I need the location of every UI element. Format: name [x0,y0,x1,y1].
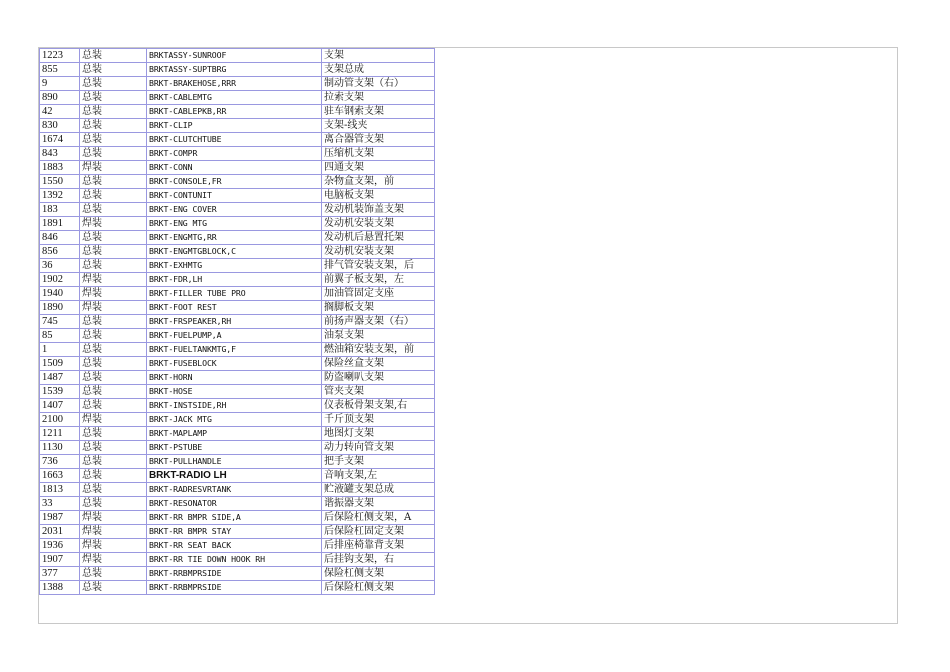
row-type: 焊装 [80,301,147,315]
row-part-name: 发动机后悬置托架 [322,231,435,245]
row-part-name: 后保险杠固定支架 [322,525,435,539]
row-part-code: BRKT-ENGMTG,RR [147,231,322,245]
row-number: 1890 [40,301,80,315]
table-row [40,119,435,133]
row-type: 焊装 [80,217,147,231]
row-part-code: BRKT-CONTUNIT [147,189,322,203]
row-type: 总装 [80,329,147,343]
row-number: 85 [40,329,80,343]
table-row [40,399,435,413]
row-part-name: 保险杠侧支架 [322,567,435,581]
row-part-code: BRKT-BRAKEHOSE,RRR [147,77,322,91]
table-row [40,343,435,357]
row-part-name: 后排座椅靠背支架 [322,539,435,553]
row-part-name: 拉索支架 [322,91,435,105]
row-part-code: BRKT-RR BMPR SIDE,A [147,511,322,525]
row-number: 1487 [40,371,80,385]
row-part-code: BRKT-MAPLAMP [147,427,322,441]
row-part-code: BRKT-ENG COVER [147,203,322,217]
row-part-code: BRKT-ENGMTGBLOCK,C [147,245,322,259]
row-type: 焊装 [80,525,147,539]
row-number: 745 [40,315,80,329]
row-number: 830 [40,119,80,133]
row-number: 9 [40,77,80,91]
row-part-name: 地图灯支架 [322,427,435,441]
row-type: 焊装 [80,413,147,427]
table-row [40,105,435,119]
table-row [40,357,435,371]
row-number: 2031 [40,525,80,539]
row-part-code: BRKT-RRBMPRSIDE [147,581,322,595]
row-number: 42 [40,105,80,119]
row-part-code: BRKT-PSTUBE [147,441,322,455]
table-row [40,539,435,553]
row-number: 2100 [40,413,80,427]
row-part-code: BRKT-FRSPEAKER,RH [147,315,322,329]
row-part-code: BRKT-RRBMPRSIDE [147,567,322,581]
row-type: 总装 [80,399,147,413]
row-type: 总装 [80,49,147,63]
row-part-code: BRKT-FILLER TUBE PRO [147,287,322,301]
table-row [40,203,435,217]
table-row [40,315,435,329]
row-type: 总装 [80,343,147,357]
row-part-code: BRKT-FOOT REST [147,301,322,315]
row-number: 1211 [40,427,80,441]
row-part-code: BRKT-RADRESVRTANK [147,483,322,497]
row-number: 1130 [40,441,80,455]
row-part-name: 防盗喇叭支架 [322,371,435,385]
row-number: 1813 [40,483,80,497]
row-part-name: 支架-线夹 [322,119,435,133]
row-part-name: 支架 [322,49,435,63]
row-number: 1550 [40,175,80,189]
row-number: 1902 [40,273,80,287]
row-type: 总装 [80,455,147,469]
table-body [40,49,435,595]
row-number: 1891 [40,217,80,231]
row-type: 焊装 [80,539,147,553]
row-part-code: BRKT-ENG MTG [147,217,322,231]
row-type: 焊装 [80,553,147,567]
row-type: 总装 [80,357,147,371]
row-type: 总装 [80,371,147,385]
row-number: 1907 [40,553,80,567]
table-row [40,427,435,441]
table-row [40,385,435,399]
row-part-code: BRKT-HOSE [147,385,322,399]
row-part-code: BRKT-CABLEMTG [147,91,322,105]
row-part-name: 加油管固定支座 [322,287,435,301]
row-type: 总装 [80,175,147,189]
table-row [40,287,435,301]
table-row [40,497,435,511]
row-type: 总装 [80,385,147,399]
row-part-name: 前扬声器支架（右） [322,315,435,329]
row-part-code: BRKT-RR TIE DOWN HOOK RH [147,553,322,567]
row-part-name: 制动管支架（右） [322,77,435,91]
table-row [40,329,435,343]
row-number: 1936 [40,539,80,553]
row-number: 1674 [40,133,80,147]
row-number: 846 [40,231,80,245]
row-type: 总装 [80,483,147,497]
row-part-code: BRKT-COMPR [147,147,322,161]
row-type: 焊装 [80,161,147,175]
row-part-name: 仪表板骨架支架,右 [322,399,435,413]
row-part-name: 保险丝盒支架 [322,357,435,371]
table-row [40,455,435,469]
row-type: 总装 [80,203,147,217]
row-number: 1883 [40,161,80,175]
row-part-name: 压缩机支架 [322,147,435,161]
table-row [40,77,435,91]
row-type: 总装 [80,581,147,595]
row-number: 1392 [40,189,80,203]
table-row [40,231,435,245]
row-part-code: BRKT-CLIP [147,119,322,133]
row-number: 1223 [40,49,80,63]
row-part-name: 排气管安装支架，后 [322,259,435,273]
row-part-code: BRKT-RESONATOR [147,497,322,511]
row-part-code: BRKT-RR BMPR STAY [147,525,322,539]
row-part-code: BRKT-PULLHANDLE [147,455,322,469]
row-number: 36 [40,259,80,273]
row-part-code: BRKT-EXHMTG [147,259,322,273]
row-part-name: 搁脚板支架 [322,301,435,315]
row-part-name: 杂物盒支架，前 [322,175,435,189]
row-part-code: BRKT-FUSEBLOCK [147,357,322,371]
table-row [40,301,435,315]
table-row [40,273,435,287]
row-part-code: BRKT-FUELTANKMTG,F [147,343,322,357]
row-part-code: BRKT-FDR,LH [147,273,322,287]
row-part-code: BRKT-CLUTCHTUBE [147,133,322,147]
row-number: 1407 [40,399,80,413]
row-type: 总装 [80,469,147,483]
row-type: 总装 [80,63,147,77]
row-part-name: 发动机安装支架 [322,245,435,259]
row-type: 总装 [80,315,147,329]
row-type: 总装 [80,497,147,511]
row-number: 1388 [40,581,80,595]
row-number: 33 [40,497,80,511]
row-number: 1 [40,343,80,357]
row-part-code: BRKTASSY-SUNROOF [147,49,322,63]
row-type: 总装 [80,147,147,161]
row-type: 总装 [80,427,147,441]
row-part-name: 四通支架 [322,161,435,175]
row-type: 总装 [80,91,147,105]
row-number: 856 [40,245,80,259]
table-row [40,175,435,189]
row-number: 1663 [40,469,80,483]
row-part-code: BRKT-RADIO LH [147,469,322,483]
row-number: 183 [40,203,80,217]
row-part-name: 支架总成 [322,63,435,77]
row-part-code: BRKT-FUELPUMP,A [147,329,322,343]
row-part-code: BRKT-RR SEAT BACK [147,539,322,553]
row-part-code: BRKTASSY-SUPTBRG [147,63,322,77]
table-row [40,189,435,203]
row-part-name: 发动机装饰盖支架 [322,203,435,217]
row-type: 焊装 [80,287,147,301]
row-part-name: 谐振器支架 [322,497,435,511]
row-number: 1940 [40,287,80,301]
parts-table [39,48,435,595]
table-row [40,217,435,231]
table-row [40,441,435,455]
row-part-name: 后保险杠侧支架 [322,581,435,595]
row-part-name: 油泵支架 [322,329,435,343]
row-part-name: 千斤顶支架 [322,413,435,427]
table-row [40,245,435,259]
row-part-name: 管夹支架 [322,385,435,399]
row-part-name: 驻车钢索支架 [322,105,435,119]
table-row [40,161,435,175]
table-row [40,91,435,105]
row-type: 总装 [80,189,147,203]
row-number: 1539 [40,385,80,399]
table-row [40,553,435,567]
table-row [40,483,435,497]
table-row [40,371,435,385]
row-part-name: 把手支架 [322,455,435,469]
row-part-name: 电脑板支架 [322,189,435,203]
row-part-name: 动力转向管支架 [322,441,435,455]
table-row [40,63,435,77]
row-type: 总装 [80,245,147,259]
row-number: 377 [40,567,80,581]
table-row [40,525,435,539]
row-type: 总装 [80,105,147,119]
row-type: 总装 [80,259,147,273]
row-part-name: 音响支架,左 [322,469,435,483]
table-row [40,567,435,581]
row-part-name: 贮液罐支架总成 [322,483,435,497]
row-part-name: 燃油箱安装支架，前 [322,343,435,357]
row-part-name: 后挂钩支架，右 [322,553,435,567]
row-number: 1509 [40,357,80,371]
row-part-code: BRKT-CONSOLE,FR [147,175,322,189]
row-number: 1987 [40,511,80,525]
row-part-code: BRKT-CONN [147,161,322,175]
row-number: 736 [40,455,80,469]
row-type: 总装 [80,441,147,455]
row-type: 总装 [80,567,147,581]
row-part-code: BRKT-JACK MTG [147,413,322,427]
row-type: 总装 [80,231,147,245]
row-part-name: 前翼子板支架，左 [322,273,435,287]
table-row [40,511,435,525]
table-row [40,49,435,63]
row-type: 总装 [80,77,147,91]
row-part-name: 后保险杠侧支架，A [322,511,435,525]
row-part-name: 发动机安装支架 [322,217,435,231]
row-part-code: BRKT-CABLEPKB,RR [147,105,322,119]
row-type: 焊装 [80,273,147,287]
row-part-code: BRKT-HORN [147,371,322,385]
table-row [40,259,435,273]
row-part-code: BRKT-INSTSIDE,RH [147,399,322,413]
row-type: 总装 [80,119,147,133]
table-row [40,413,435,427]
table-row [40,147,435,161]
table-row [40,133,435,147]
row-number: 890 [40,91,80,105]
row-part-name: 离合器管支架 [322,133,435,147]
row-type: 总装 [80,133,147,147]
table-row [40,469,435,483]
row-number: 855 [40,63,80,77]
table-row [40,581,435,595]
row-type: 焊装 [80,511,147,525]
row-number: 843 [40,147,80,161]
